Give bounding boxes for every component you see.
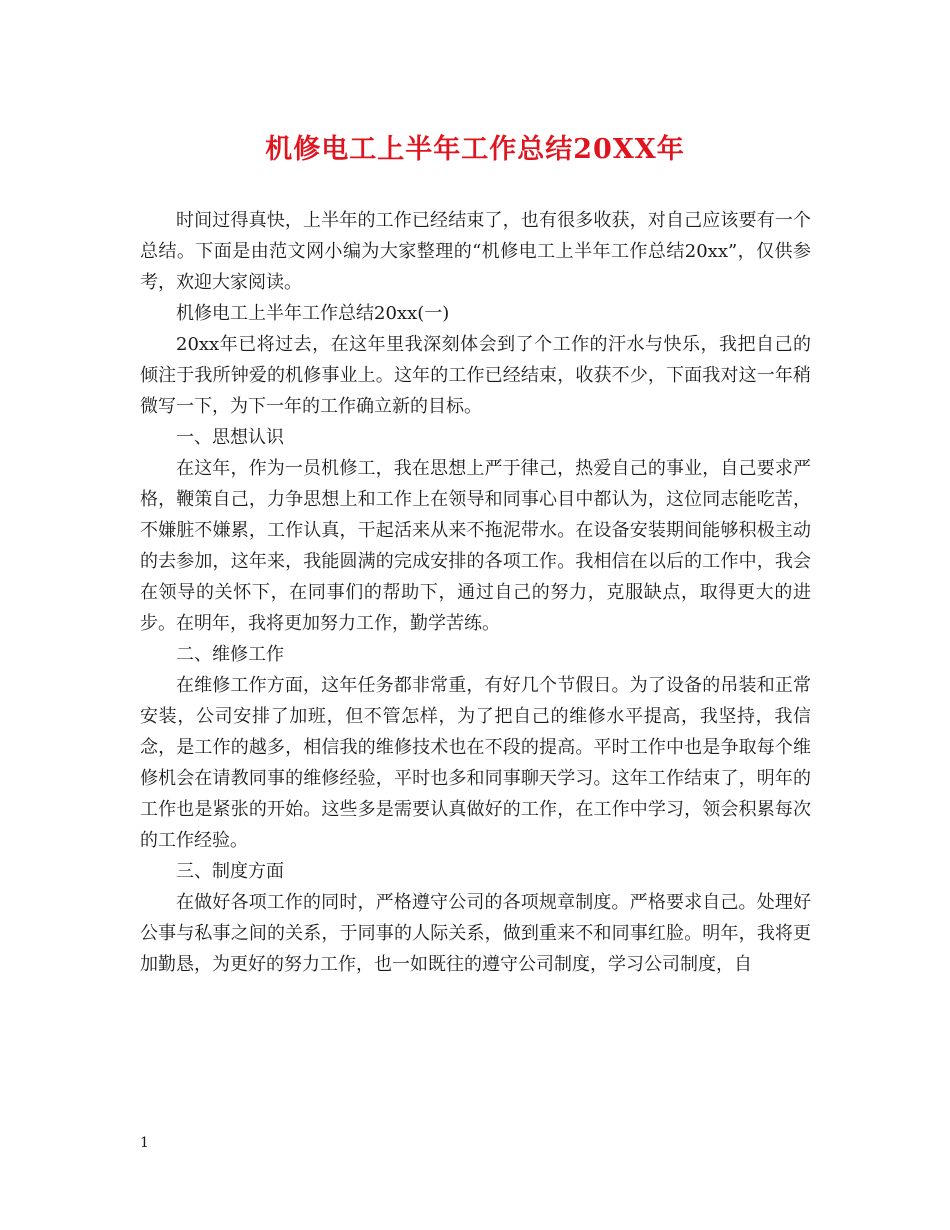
heading-maintenance: 二、维修工作 [176,644,284,665]
document-title: 机修电工上半年工作总结20XX年 [265,134,685,165]
maintenance-paragraph: 在维修工作方面，这年任务都非常重，有好几个节假日。为了设备的吊装和正常安装，公司安排了加班，但不管怎样，为了把自己的维修水平提高，我坚持，我信念，是工作的越多，相信我的维修技术也在不段的提高。平时工作中也是争取每个维修机会在请教同事的维修经验，平时也多和同事聊天学习。这年工作结束了，明年的工作也是紧张的开始。这些多是需要认真做好的工作，在工作中学习，领会积累每次的工作经验。 [140,675,811,851]
intro-paragraph: 时间过得真快，上半年的工作已经结束了，也有很多收获，对自己应该要有一个总结。下面是由范文网小编为大家整理的“机修电工上半年工作总结20xx”，仅供参考，欢迎大家阅读。 [140,210,811,293]
opening-paragraph: 20xx年已将过去，在这年里我深刻体会到了个工作的汗水与快乐，我把自己的倾注于我所钟爱的机修事业上。这年的工作已经结束，收获不少，下面我对这一年稍微写一下，为下一年的工作确立新的目标。 [140,334,811,417]
thought-paragraph: 在这年，作为一员机修工，我在思想上严于律己，热爱自己的事业，自己要求严格，鞭策自己，力争思想上和工作上在领导和同事心目中都认为，这位同志能吃苦，不嫌脏不嫌累，工作认真，干起活来从来不拖泥带水。在设备安装期间能够积极主动的去参加，这年来，我能圆满的完成安排的各项工作。我相信在以后的工作中，我会在领导的关怀下，在同事们的帮助下，通过自己的努力，克服缺点，取得更大的进步。在明年，我将更加努力工作，勤学苦练。 [140,458,811,634]
section-title: 机修电工上半年工作总结20xx(一) [176,303,450,324]
heading-thought: 一、思想认识 [176,427,284,448]
heading-rules: 三、制度方面 [176,861,284,882]
rules-paragraph: 在做好各项工作的同时，严格遵守公司的各项规章制度。严格要求自己。处理好公事与私事之间的关系，于同事的人际关系，做到重来不和同事红脸。明年，我将更加勤恳，为更好的努力工作，也一如既往的遵守公司制度，学习公司制度，自 [140,892,811,975]
page-number: 1 [140,1135,149,1151]
document-body [140,205,811,980]
